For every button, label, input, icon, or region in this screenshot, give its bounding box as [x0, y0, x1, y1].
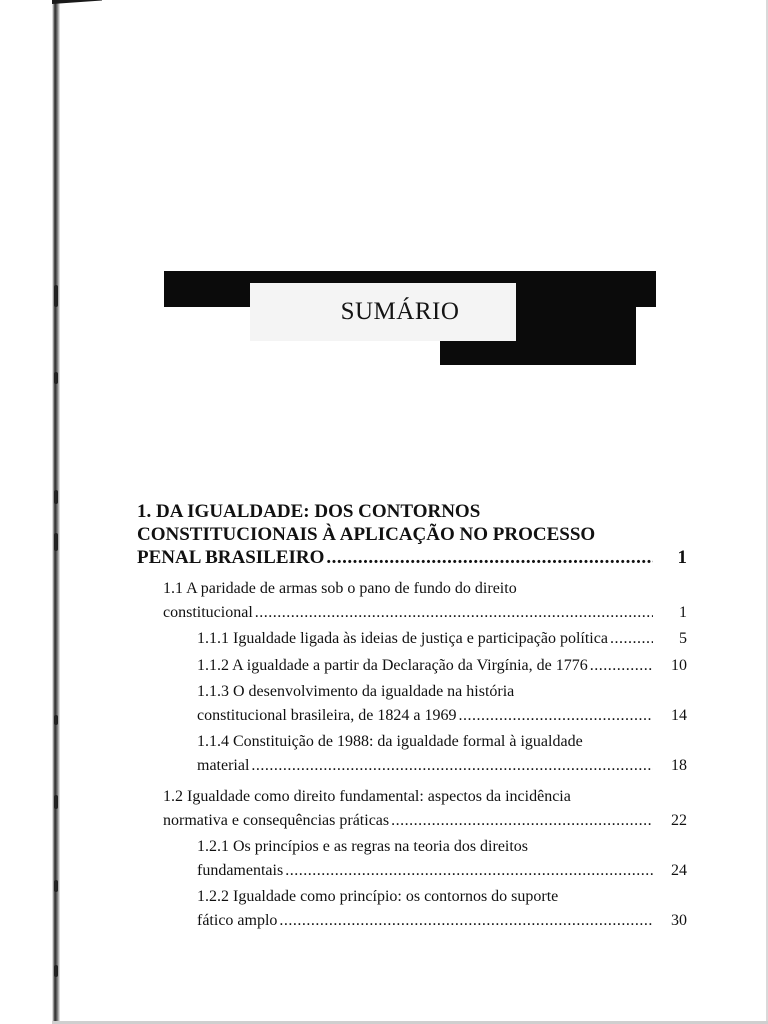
page-number: 24: [671, 861, 687, 879]
page-corner-mark: [52, 0, 102, 4]
entry-line-2: fático amplo: [197, 911, 278, 929]
scan-mark: [54, 965, 58, 977]
entry-line-2: constitucional brasileira, de 1824 a 1969: [197, 706, 457, 724]
entry-line-1: 1.1.2 A igualdade a partir da Declaração da Virgínia, de 1776: [197, 656, 588, 674]
scan-mark: [54, 372, 58, 384]
toc-entry-1-1-2[interactable]: [197, 654, 687, 678]
toc-entry-1-1-4[interactable]: [197, 730, 687, 777]
leader-dots: [285, 859, 653, 883]
entry-line-2: material: [197, 756, 250, 774]
leader-dots: [279, 909, 653, 933]
page-title: SUMÁRIO: [340, 298, 460, 325]
page-number: 1: [679, 603, 687, 621]
leader-dots: [326, 546, 653, 569]
page-number: 14: [671, 706, 687, 724]
entry-line-1: 1.1 A paridade de armas sob o pano de fundo do direito: [163, 580, 517, 597]
page-number: 22: [671, 811, 687, 829]
chapter-title-line-2: CONSTITUCIONAIS À APLICAÇÃO NO PROCESSO: [137, 524, 596, 545]
entry-line-2: constitucional: [163, 603, 253, 621]
leader-dots: [391, 809, 653, 833]
toc-chapter-1[interactable]: [137, 500, 687, 569]
scan-mark: [54, 285, 58, 307]
page-number: 18: [671, 756, 687, 774]
page-number: 30: [671, 911, 687, 929]
toc-entry-1-1-3[interactable]: [197, 680, 687, 727]
page-number: 10: [671, 656, 687, 674]
entry-line-2: normativa e consequências práticas: [163, 811, 390, 829]
scan-mark: [54, 795, 58, 809]
entry-line-1: 1.2.1 Os princípios e as regras na teoria dos direitos: [197, 838, 529, 855]
chapter-title-line-1: 1. DA IGUALDADE: DOS CONTORNOS: [137, 501, 481, 522]
table-of-contents: [137, 500, 687, 932]
toc-entry-1-2-1[interactable]: [197, 835, 687, 882]
leader-dots: [251, 754, 653, 778]
title-box: [250, 283, 516, 341]
page-number: 1: [677, 547, 687, 568]
scan-mark: [54, 533, 58, 551]
leader-dots: [590, 654, 653, 678]
entry-line-1: 1.1.4 Constituição de 1988: da igualdade formal à igualdade: [197, 733, 583, 750]
leader-dots: [458, 704, 653, 728]
toc-entry-1-1[interactable]: [163, 577, 687, 624]
entry-line-1: 1.2 Igualdade como direito fundamental: aspectos da incidência: [163, 788, 571, 805]
chapter-title-line-3: PENAL BRASILEIRO: [137, 547, 325, 568]
scan-mark: [54, 880, 58, 892]
entry-line-2: fundamentais: [197, 861, 284, 879]
leader-dots: [255, 601, 653, 625]
entry-line-1: 1.1.1 Igualdade ligada às ideias de justiça e participação política: [197, 630, 608, 647]
toc-entry-1-2-2[interactable]: [197, 885, 687, 932]
entry-line-1: 1.1.3 O desenvolvimento da igualdade na história: [197, 683, 515, 700]
toc-entry-1-2[interactable]: [163, 785, 687, 832]
scan-mark: [54, 490, 58, 504]
page-number: 5: [679, 630, 687, 647]
scan-mark: [54, 715, 58, 725]
leader-dots: [610, 627, 653, 651]
entry-line-1: 1.2.2 Igualdade como princípio: os contornos do suporte: [197, 888, 559, 905]
toc-entry-1-1-1[interactable]: [197, 627, 687, 651]
page-binding-edge: [0, 0, 60, 1024]
